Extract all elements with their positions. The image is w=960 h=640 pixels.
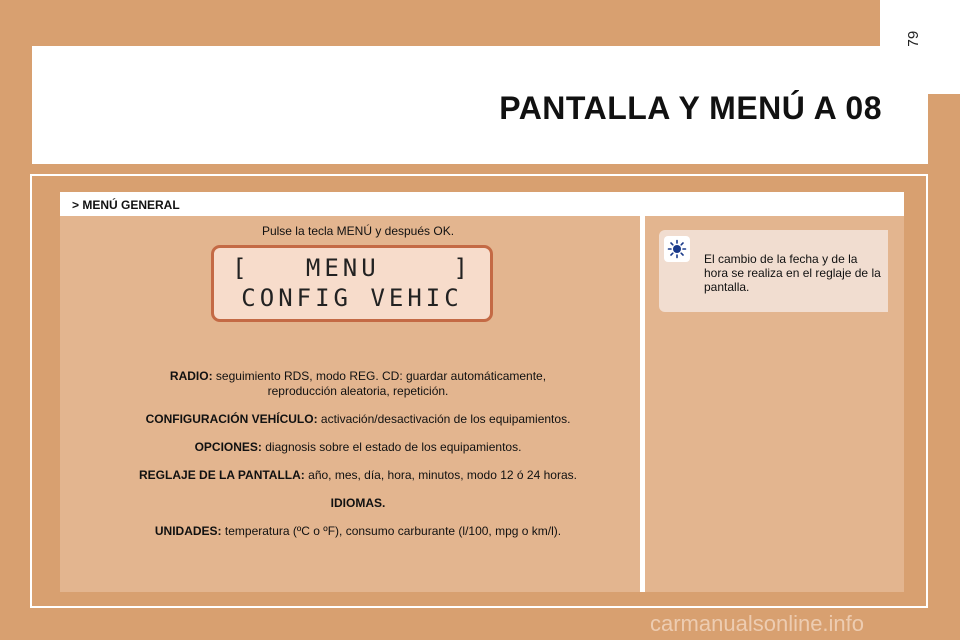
menu-item-units xyxy=(60,524,656,539)
menu-item-options xyxy=(60,440,656,455)
menu-item-label: OPCIONES: xyxy=(194,440,262,454)
instruction-text: Pulse la tecla MENÚ y después OK. xyxy=(261,224,455,238)
menu-item-label: IDIOMAS. xyxy=(330,496,386,510)
menu-item-text: diagnosis sobre el estado de los equipamientos. xyxy=(265,440,522,454)
menu-item-label: RADIO: xyxy=(169,369,213,383)
menu-item-radio xyxy=(60,369,656,399)
menu-item-text: año, mes, día, hora, minutos, modo 12 ó 24 horas. xyxy=(308,468,577,482)
watermark: carmanualsonline.info xyxy=(650,611,865,636)
display-line-2: CONFIG VEHIC xyxy=(241,284,463,312)
display-menu-label: MENU xyxy=(305,254,380,282)
display-bracket-left: [ xyxy=(232,254,251,282)
display-line-1 xyxy=(214,254,490,282)
menu-items-list xyxy=(60,369,656,552)
menu-item-label: REGLAJE DE LA PANTALLA: xyxy=(139,468,305,482)
menu-item-languages xyxy=(60,496,656,511)
page-title: PANTALLA Y MENÚ A 08 xyxy=(499,90,882,126)
menu-item-text-cont: reproducción aleatoria, repetición. xyxy=(267,384,449,398)
menu-item-text: seguimiento RDS, modo REG. CD: guardar automáticamente, xyxy=(215,369,547,383)
menu-item-text: activación/desactivación de los equipamientos. xyxy=(320,412,571,426)
display-screen xyxy=(211,245,493,322)
section-heading: > MENÚ GENERAL xyxy=(60,192,904,216)
display-bracket-right: ] xyxy=(453,254,472,282)
title-bar xyxy=(32,46,928,164)
menu-item-text: temperatura (ºC o ºF), consumo carburante (l/100, mpg o km/l). xyxy=(224,524,562,538)
menu-item-label: UNIDADES: xyxy=(154,524,222,538)
menu-item-config-vehicle xyxy=(60,412,656,427)
menu-item-label: CONFIGURACIÓN VEHÍCULO: xyxy=(145,412,318,426)
menu-item-display-settings xyxy=(60,468,656,483)
sun-icon xyxy=(664,236,690,262)
note-text: El cambio de la fecha y de la hora se realiza en el reglaje de la pantalla. xyxy=(704,252,881,294)
